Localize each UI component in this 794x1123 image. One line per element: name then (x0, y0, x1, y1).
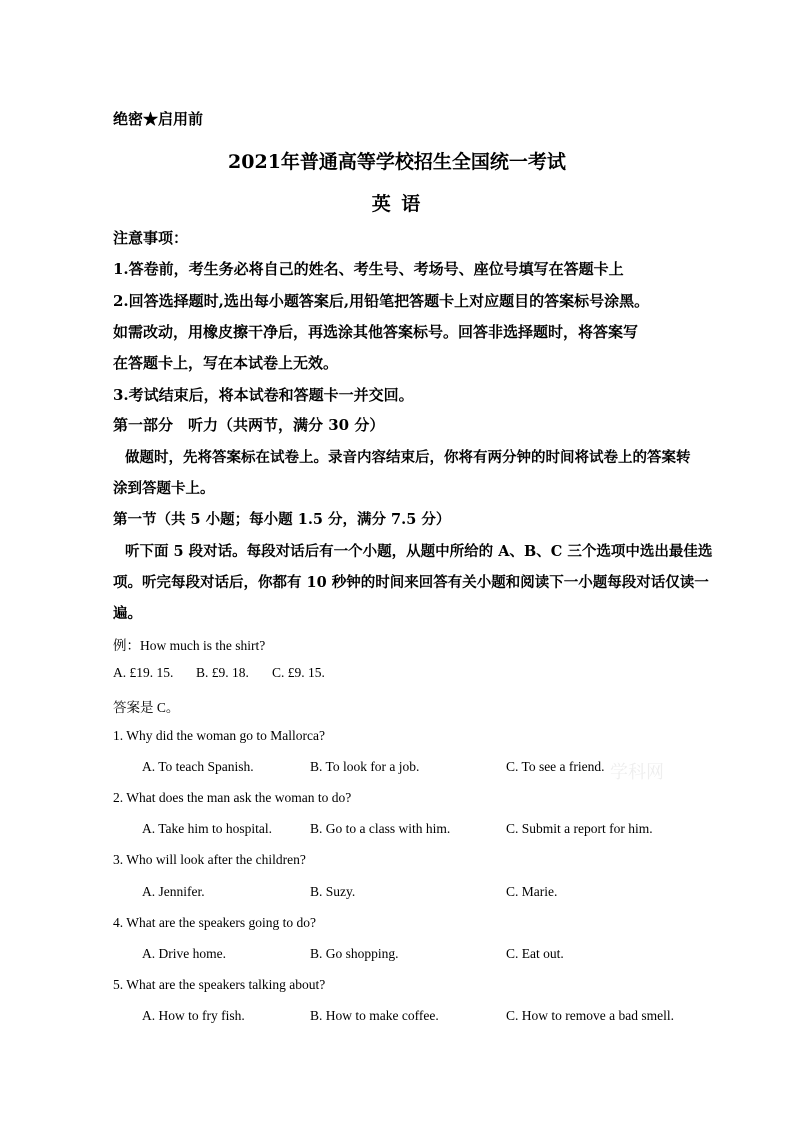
question-2-option-a: A. Take him to hospital. (142, 821, 273, 836)
section1-intro-line-3: 遍。 (113, 605, 142, 622)
note-2-line-1: 2.回答选择题时,选出每小题答案后,用铅笔把答题卡上对应题目的答案标号涂黑。 (113, 292, 650, 310)
question-2: 2. What does the man ask the woman to do? (113, 790, 352, 805)
question-1-option-c: C. To see a friend. (506, 759, 605, 774)
exam-title: 2021年普通高等学校招生全国统一考试 (228, 151, 566, 173)
question-5-option-a: A. How to fry fish. (142, 1008, 245, 1023)
example-option-c: C. £9. 15. (272, 665, 325, 680)
note-1: 1.答卷前，考生务必将自己的姓名、考生号、考场号、座位号填写在答题卡上 (113, 260, 624, 278)
question-4: 4. What are the speakers going to do? (113, 915, 316, 930)
question-3: 3. Who will look after the children? (113, 852, 306, 867)
question-5-option-b: B. How to make coffee. (310, 1008, 439, 1023)
section1-heading: 第一节（共 5 小题；每小题 1.5 分，满分 7.5 分） (113, 511, 451, 528)
note-2-line-2: 如需改动，用橡皮擦干净后，再选涂其他答案标号。回答非选择题时，将答案写 (113, 323, 639, 341)
question-1: 1. Why did the woman go to Mallorca? (113, 728, 325, 743)
example-answer: 答案是 C。 (113, 700, 180, 715)
example-option-b: B. £9. 18. (196, 665, 249, 680)
section1-intro-line-2: 项。听完每段对话后，你都有 10 秒钟的时间来回答有关小题和阅读下一小题每段对话仅读一 (113, 574, 709, 591)
example-option-a: A. £19. 15. (113, 665, 174, 680)
watermark: 学科网 (610, 762, 664, 783)
subject-title: 英 语 (371, 193, 423, 215)
question-3-option-a: A. Jennifer. (142, 884, 205, 899)
question-4-option-b: B. Go shopping. (310, 946, 399, 961)
part1-heading: 第一部分 听力（共两节，满分 30 分） (113, 416, 385, 434)
section1-intro-line-1: 听下面 5 段对话。每段对话后有一个小题，从题中所给的 A、B、C 三个选项中选出最佳选 (125, 543, 713, 560)
note-3: 3.考试结束后，将本试卷和答题卡一并交回。 (113, 386, 414, 404)
question-1-option-b: B. To look for a job. (310, 759, 420, 774)
part1-intro-line-1: 做题时，先将答案标在试卷上。录音内容结束后，你将有两分钟的时间将试卷上的答案转 (125, 449, 691, 466)
part1-intro-line-2: 涂到答题卡上。 (113, 480, 215, 497)
question-5-option-c: C. How to remove a bad smell. (506, 1008, 674, 1023)
example-question: 例：How much is the shirt? (113, 638, 266, 653)
question-3-option-c: C. Marie. (506, 884, 558, 899)
question-4-option-a: A. Drive home. (142, 946, 226, 961)
question-2-option-b: B. Go to a class with him. (310, 821, 451, 836)
question-3-option-b: B. Suzy. (310, 884, 356, 899)
notes-heading: 注意事项： (113, 229, 189, 247)
question-5: 5. What are the speakers talking about? (113, 977, 326, 992)
question-1-option-a: A. To teach Spanish. (142, 759, 254, 774)
question-4-option-c: C. Eat out. (506, 946, 564, 961)
secret-label: 绝密★启用前 (113, 110, 204, 128)
question-2-option-c: C. Submit a report for him. (506, 821, 653, 836)
note-2-line-3: 在答题卡上，写在本试卷上无效。 (113, 354, 339, 372)
